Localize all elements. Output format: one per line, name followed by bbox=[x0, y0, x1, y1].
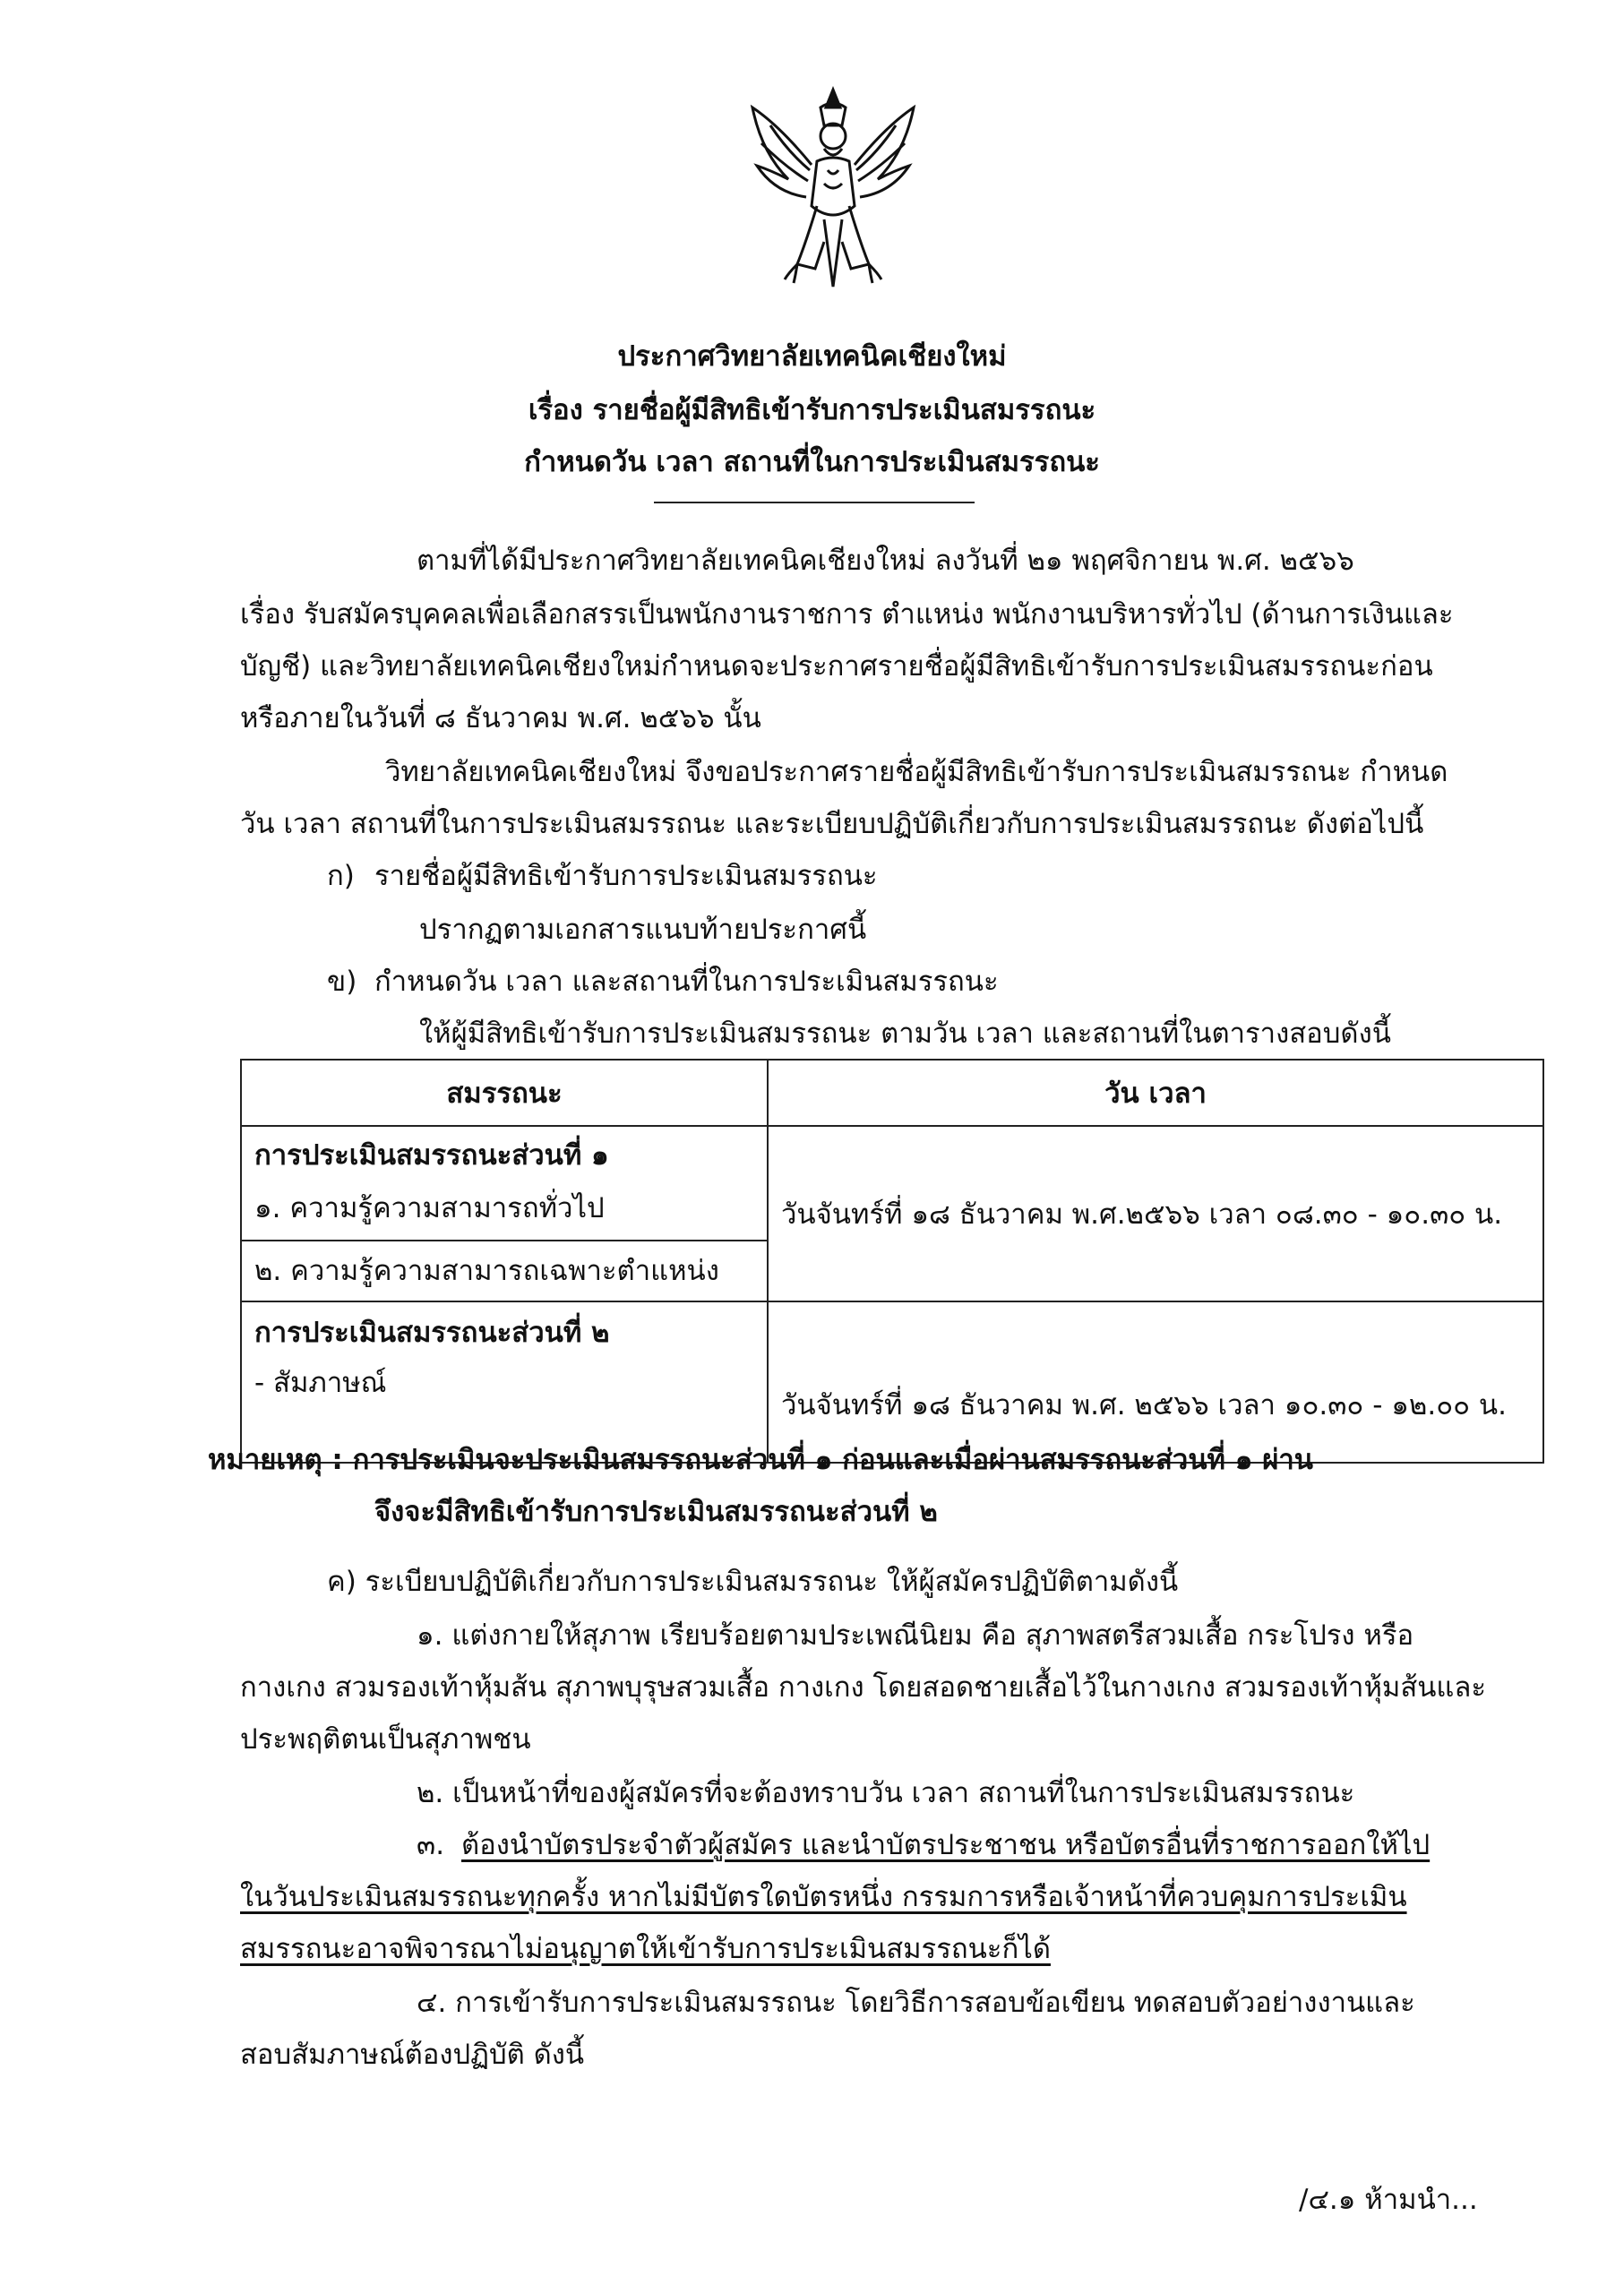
title-line-2: เรื่อง รายชื่อผู้มีสิทธิเข้ารับการประเมินสมรรถนะ bbox=[528, 394, 1096, 426]
column-header-datetime: วัน เวลา bbox=[768, 1060, 1543, 1126]
garuda-emblem-icon bbox=[735, 72, 932, 305]
item-a-sub: ปรากฏตามเอกสารแนบท้ายประกาศนี้ bbox=[419, 914, 867, 946]
para1-line-3: บัญชี) และวิทยาลัยเทคนิคเชียงใหม่กำหนดจะประกาศรายชื่อผู้มีสิทธิเข้ารับการประเมินสมรรถนะก่อน bbox=[240, 650, 1433, 683]
part2-title: การประเมินสมรรถนะส่วนที่ ๒ bbox=[254, 1317, 610, 1349]
rule-1-line-1: ๑. แต่งกายให้สุภาพ เรียบร้อยตามประเพณีนิยม คือ สุภาพสตรีสวมเสื้อ กระโปรง หรือ bbox=[417, 1619, 1414, 1652]
part1-title: การประเมินสมรรถนะส่วนที่ ๑ bbox=[254, 1139, 609, 1172]
rule-2-line-1: ๒. เป็นหน้าที่ของผู้สมัครที่จะต้องทราบวัน เวลา สถานที่ในการประเมินสมรรถนะ bbox=[417, 1777, 1355, 1809]
part2-datetime: วันจันทร์ที่ ๑๘ ธันวาคม พ.ศ. ๒๕๖๖ เวลา ๑๐.๓๐ - ๑๒.๐๐ น. bbox=[768, 1301, 1543, 1463]
part1-item-2-cell bbox=[241, 1241, 768, 1301]
para1-line-2: เรื่อง รับสมัครบุคคลเพื่อเลือกสรรเป็นพนักงานราชการ ตำแหน่ง พนักงานบริหารทั่วไป (ด้านการเงินและ bbox=[240, 598, 1454, 631]
table-row bbox=[241, 1126, 1543, 1241]
title-divider bbox=[654, 502, 975, 503]
part1-cell bbox=[241, 1126, 768, 1241]
para1-line-4: หรือภายในวันที่ ๘ ธันวาคม พ.ศ. ๒๕๖๖ นั้น bbox=[240, 702, 761, 734]
exam-schedule-table bbox=[240, 1059, 1544, 1464]
page-continuation: /๔.๑ ห้ามนำ... bbox=[1299, 2184, 1478, 2216]
column-header-competency: สมรรถนะ bbox=[241, 1060, 768, 1126]
title-line-1: ประกาศวิทยาลัยเทคนิคเชียงใหม่ bbox=[617, 340, 1007, 373]
rule-3-line-3: สมรรถนะอาจพิจารณาไม่อนุญาตให้เข้ารับการประเมินสมรรถนะก็ได้ bbox=[240, 1933, 1051, 1965]
part1-item-1: ๑. ความรู้ความสามารถทั่วไป bbox=[254, 1192, 605, 1224]
table-header-row bbox=[241, 1060, 1543, 1126]
item-b-text: กำหนดวัน เวลา และสถานที่ในการประเมินสมรรถนะ bbox=[374, 966, 999, 998]
part2-item-1: - สัมภาษณ์ bbox=[254, 1367, 387, 1399]
item-a-label: ก) bbox=[327, 860, 355, 892]
item-c-heading: ค) ระเบียบปฏิบัติเกี่ยวกับการประเมินสมรรถนะ ให้ผู้สมัครปฏิบัติตามดังนี้ bbox=[327, 1566, 1179, 1598]
note-line-1: หมายเหตุ : การประเมินจะประเมินสมรรถนะส่วนที่ ๑ ก่อนและเมื่อผ่านสมรรถนะส่วนที่ ๑ ผ่าน bbox=[208, 1444, 1313, 1476]
rule-1-line-2: กางเกง สวมรองเท้าหุ้มส้น สุภาพบุรุษสวมเสื้อ กางเกง โดยสอดชายเสื้อไว้ในกางเกง สวมรองเท้าหุ้มส้นและ bbox=[240, 1671, 1487, 1704]
part1-item-2: ๒. ความรู้ความสามารถเฉพาะตำแหน่ง bbox=[254, 1255, 719, 1287]
rule-4-line-2: สอบสัมภาษณ์ต้องปฏิบัติ ดังนี้ bbox=[240, 2039, 585, 2071]
rule-1-line-3: ประพฤติตนเป็นสุภาพชน bbox=[240, 1723, 531, 1756]
rule-3-line-2: ในวันประเมินสมรรถนะทุกครั้ง หากไม่มีบัตรใดบัตรหนึ่ง กรรมการหรือเจ้าหน้าที่ควบคุมการประเมิน bbox=[240, 1881, 1407, 1913]
title-line-3: กำหนดวัน เวลา สถานที่ในการประเมินสมรรถนะ bbox=[524, 446, 1100, 478]
para2-line-1: วิทยาลัยเทคนิคเชียงใหม่ จึงขอประกาศรายชื่อผู้มีสิทธิเข้ารับการประเมินสมรรถนะ กำหนด bbox=[385, 756, 1448, 788]
rule-3-line-1: ต้องนำบัตรประจำตัวผู้สมัคร และนำบัตรประชาชน หรือบัตรอื่นที่ราชการออกให้ไป bbox=[461, 1829, 1431, 1861]
para2-line-2: วัน เวลา สถานที่ในการประเมินสมรรถนะ และระเบียบปฏิบัติเกี่ยวกับการประเมินสมรรถนะ ดังต่อไปนี้ bbox=[240, 808, 1424, 840]
note-line-2: จึงจะมีสิทธิเข้ารับการประเมินสมรรถนะส่วนที่ ๒ bbox=[374, 1496, 938, 1528]
rule-4-line-1: ๔. การเข้ารับการประเมินสมรรถนะ โดยวิธีการสอบข้อเขียน ทดสอบตัวอย่างงานและ bbox=[417, 1987, 1415, 2019]
item-b-sub: ให้ผู้มีสิทธิเข้ารับการประเมินสมรรถนะ ตามวัน เวลา และสถานที่ในตารางสอบดังนี้ bbox=[419, 1018, 1391, 1050]
item-a-text: รายชื่อผู้มีสิทธิเข้ารับการประเมินสมรรถนะ bbox=[374, 860, 878, 892]
rule-3-number: ๓. bbox=[417, 1829, 445, 1861]
para1-line-1: ตามที่ได้มีประกาศวิทยาลัยเทคนิคเชียงใหม่ ลงวันที่ ๒๑ พฤศจิกายน พ.ศ. ๒๕๖๖ bbox=[417, 545, 1354, 577]
item-b-label: ข) bbox=[327, 966, 357, 998]
part1-datetime: วันจันทร์ที่ ๑๘ ธันวาคม พ.ศ.๒๕๖๖ เวลา ๐๘.๓๐ - ๑๐.๓๐ น. bbox=[768, 1126, 1543, 1301]
